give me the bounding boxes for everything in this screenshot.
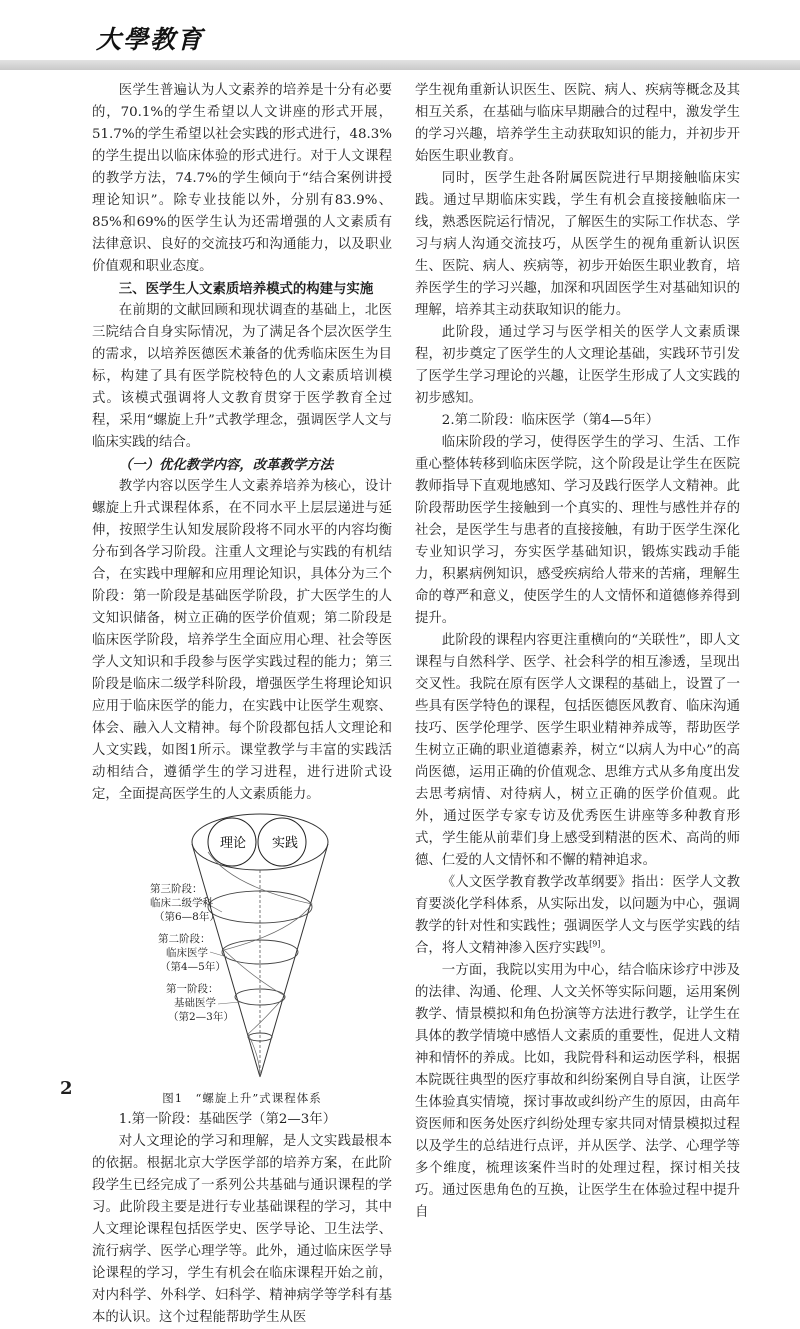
header-bar <box>0 60 800 70</box>
stage2-years: （第4—5年） <box>160 961 226 973</box>
paragraph: 对人文理论的学习和理解，是人文实践最根本的依据。根据北京大学医学部的培养方案，在此阶段学生已经完成了一系列公共基础与通识课程的学习。此阶段主要是进行专业基础课程的学习，其中人文理论课程包括医学史、医学导论、卫生法学、流行病学、医学心理学等。此外，通过临床医学导论课程的学习，学生有机会在临床课程开始之前，对内科学、外科学、妇科学、精神病学等学科有基本的认识。这个过程能帮助学生从医 <box>92 1134 392 1325</box>
stage3-years: （第6—8年） <box>154 911 220 923</box>
stage1-name: 基础医学 <box>174 997 216 1009</box>
paragraph: 临床阶段的学习，使得医学生的学习、生活、工作重心整体转移到临床医学院，这个阶段是让学生在医院教师指导下直观地感知、学习及践行医学人文精神。此阶段帮助医学生接触到一个真实的、理性与感性并存的社会，是医学生与患者的直接接触，有助于医学生深化专业知识学习，夯实医学基础知识，锻炼实践动手能力，积累病例知识，感受疾病给人带来的苦痛，理解生命的尊严和意义，使医学生的人文情怀和道德修养得到提升。 <box>415 435 740 626</box>
paragraph-text: 《人文医学教育教学改革纲要》指出：医学人文教育要淡化学科体系，从实际出发，以问题为中心，强调教学的针对性和实践性；强调医学人文与医学实践的结合，将人文精神渗入医疗实践 <box>415 875 740 956</box>
stage2-title: 第二阶段： <box>158 933 211 945</box>
section-heading: 三、医学生人文素质培养模式的构建与实施 <box>118 281 374 297</box>
stage3-name: 临床二级学科 <box>150 897 213 909</box>
stage1-title: 第一阶段： <box>166 983 219 995</box>
practice-label: 实践 <box>272 836 299 851</box>
left-column <box>92 80 392 1329</box>
step-heading: 2.第二阶段：临床医学（第4—5年） <box>441 413 660 428</box>
paragraph: 医学生普遍认为人文素养的培养是十分有必要的，70.1%的学生希望以人文讲座的形式开展，51.7%的学生希望以社会实践的形式进行，48.3%的学生提出以临床体验的形式进行。对于人文课程的教学方法，74.7%的学生倾向于“结合案例讲授理论知识”。除专业技能以外，分别有83.9%、85%和69%的医学生认为还需增强的人文素质有法律意识、良好的交流技巧和沟通能力，以及职业价值观和职业态度。 <box>92 83 392 274</box>
spiral-cone-diagram <box>92 812 392 1087</box>
citation-ref: [9] <box>589 939 601 949</box>
leader-line <box>218 1002 240 1004</box>
paragraph: 在前期的文献回顾和现状调查的基础上，北医三院结合自身实际情况，为了满足各个层次医学生的需求，以培养医德医术兼备的优秀临床医生为目标，构建了具有医学院校特色的人文素质培训模式。该模式强调将人文教育贯穿于医学教育全过程，采用“螺旋上升”式教学理念，强调医学人文与临床实践的结合。 <box>92 303 392 450</box>
figure-spiral-curriculum <box>92 812 392 1107</box>
paragraph: 教学内容以医学生人文素养培养为核心，设计螺旋上升式课程体系，在不同水平上层层递进与延伸，按照学生认知发展阶段将不同水平的内容均衡分布到各学习阶段。注重人文理论与实践的有机结合，在实践中理解和应用理论知识，具体分为三个阶段：第一阶段是基础医学阶段，扩大医学生的人文知识储备，树立正确的医学价值观；第二阶段是临床医学阶段，培养学生全面应用心理、社会等医学人文知识和手段参与医学实践过程的能力；第三阶段是临床二级学科阶段，增强医学生将理论知识应用于临床医学的能力，在实践中让医学生观察、体会、融入人文精神。每个阶段都包括人文理论和人文实践，如图1所示。课堂教学与丰富的实践活动相结合，遵循学生的学习进程，进行进阶式设定，全面提高医学生的人文素质能力。 <box>92 479 392 802</box>
paragraph: 此阶段的课程内容更注重横向的“关联性”，即人文课程与自然科学、医学、社会科学的相互渗透，呈现出交叉性。我院在原有医学人文课程的基础上，设置了一些具有医学特色的课程，包括医德医风教育、临床沟通技巧、医学伦理学、医学生职业精神养成等，帮助医学生树立正确的职业道德素养，树立“以病人为中心”的高尚医德，运用正确的价值观念、思维方式从多角度出发去思考病情、对待病人，树立正确的医学价值观。此外，通过医学专家专访及优秀医生讲座等多种教育形式，学生能从前辈们身上感受到精湛的医术、高尚的师德、仁爱的人文情怀和不懈的精神追求。 <box>415 633 740 868</box>
stage1-years: （第2—3年） <box>168 1011 234 1023</box>
paragraph: 此阶段，通过学习与医学相关的医学人文素质课程，初步奠定了医学生的人文理论基础，实践环节引发了医学生学习理论的兴趣，让医学生形成了人文实践的初步感知。 <box>415 325 740 406</box>
stage3-title: 第三阶段： <box>150 883 203 895</box>
page-number: 2 <box>60 1078 73 1099</box>
paragraph: 学生视角重新认识医生、医院、病人、疾病等概念及其相互关系，在基础与临床早期融合的过程中，激发学生的学习兴趣，培养学生主动获取知识的能力，并初步开始医生职业教育。 <box>415 83 740 164</box>
paragraph <box>415 872 740 960</box>
stage2-name: 临床医学 <box>166 947 208 959</box>
masthead <box>0 0 800 70</box>
paragraph-end: 。 <box>600 941 614 956</box>
figure-caption: 图1 “螺旋上升”式课程体系 <box>162 1091 322 1105</box>
cone-right-edge <box>260 844 328 1077</box>
step-heading: 1.第一阶段：基础医学（第2—3年） <box>118 1112 337 1127</box>
right-column <box>415 80 740 1224</box>
journal-logo: 大學教育 <box>96 25 205 54</box>
paragraph: 一方面，我院以实用为中心，结合临床诊疗中涉及的法律、沟通、伦理、人文关怀等实际问题，运用案例教学、情景模拟和角色扮演等方法进行教学，让学生在具体的教学情境中感悟人文素质的重要性，促进人文精神和情怀的养成。比如，我院骨科和运动医学科，根据本院既往典型的医疗事故和纠纷案例自导自演，让医学生体验真实情境，探讨事故或纠纷产生的原因，由高年资医师和医务处医疗纠纷处理专家共同对情景模拟过程以及学生的总结进行点评，并从医学、法学、心理学等多个维度，梳理该案件当时的处理过程，探讨相关技巧。通过医患角色的互换，让医学生在体验过程中提升自 <box>415 963 740 1220</box>
paragraph: 同时，医学生赴各附属医院进行早期接触临床实践。通过早期临床实践，学生有机会直接接触临床一线，熟悉医院运行情况，了解医生的实际工作状态、学习与病人沟通交流技巧，从医学生的视角重新认识医生、医院、病人、疾病等，初步开始医生职业教育，培养医学生的学习兴趣，加深和巩固医学生对基础知识的理解，培养其主动获取知识的能力。 <box>415 171 740 318</box>
subsection-heading: （一）优化教学内容，改革教学方法 <box>118 457 334 473</box>
theory-label: 理论 <box>220 836 247 851</box>
